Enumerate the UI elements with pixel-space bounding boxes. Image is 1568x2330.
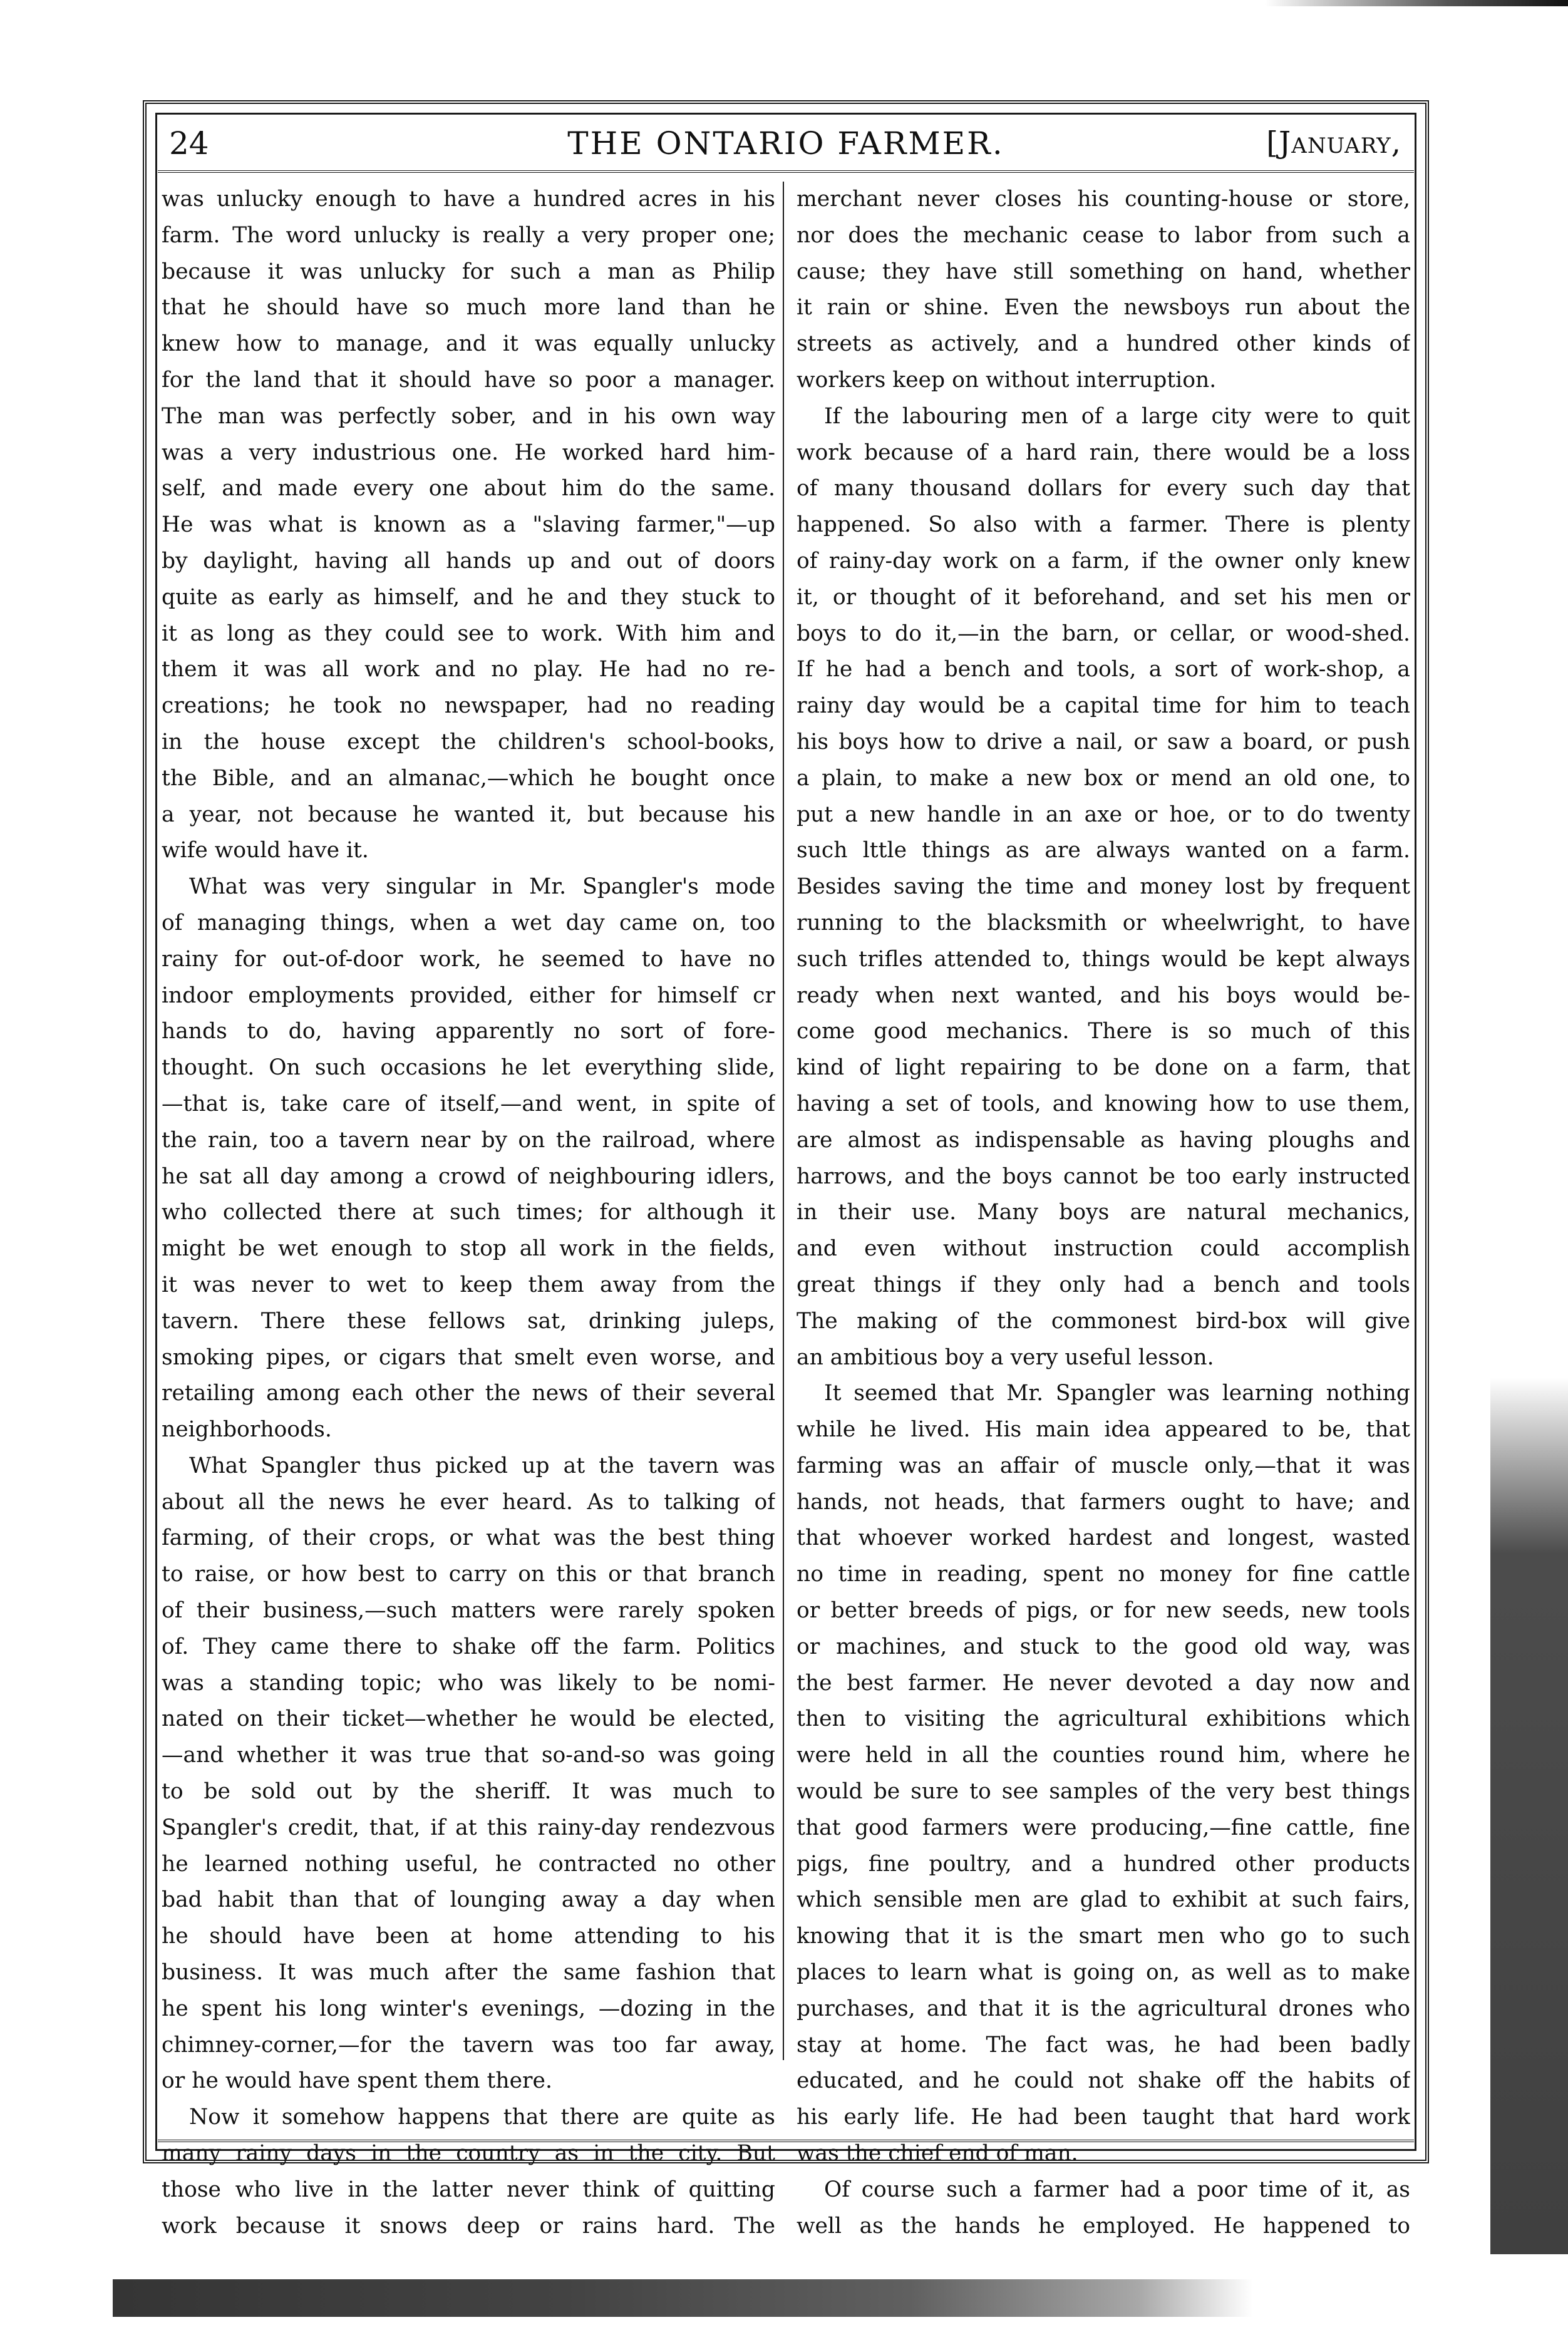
text-line: for the land that it should have so poor a manager. — [162, 367, 775, 393]
text-line: are almost as indispensable as having ploughs and — [797, 1127, 1410, 1153]
text-line: Now it somehow happens that there are quite as — [189, 2105, 775, 2130]
text-line: having a set of tools, and knowing how to use them, — [797, 1091, 1410, 1116]
column-divider — [783, 182, 784, 2060]
text-line: who collected there at such times; for although it — [162, 1200, 775, 1225]
text-line: the Bible, and an almanac,—which he bought once — [162, 765, 775, 791]
page-border — [143, 100, 1429, 2239]
text-line: or machines, and stuck to the good old way, was — [797, 1634, 1410, 1659]
text-line: smoking pipes, or cigars that smelt even worse, and — [162, 1344, 775, 1370]
text-line: nated on their ticket—whether he would be elected, — [162, 1706, 775, 1732]
text-line: he sat all day among a crowd of neighbouring idlers, — [162, 1163, 775, 1189]
text-line: those who live in the latter never think of quitting — [162, 2177, 775, 2202]
text-line: his early life. He had been taught that hard work — [797, 2105, 1410, 2130]
text-line: knowing that it is the smart men who go to such — [797, 1924, 1410, 1949]
text-line: about all the news he ever heard. As to talking of — [162, 1489, 775, 1515]
text-line: such trifles attended to, things would be kept always — [797, 946, 1410, 972]
text-line: might be wet enough to stop all work in the fields, — [162, 1236, 775, 1262]
text-line: because it was unlucky for such a man as Philip — [162, 259, 775, 284]
text-line: the rain, too a tavern near by on the railroad, where — [162, 1127, 775, 1153]
text-line: business. It was much after the same fashion that — [162, 1960, 775, 1986]
text-line: —and whether it was true that so-and-so was going — [162, 1743, 775, 1768]
text-line: If he had a bench and tools, a sort of work-shop, a — [797, 657, 1410, 683]
text-line: It seemed that Mr. Spangler was learning nothing — [824, 1381, 1410, 1406]
text-line: workers keep on without interruption. — [797, 367, 1217, 393]
text-line: neighborhoods. — [162, 1417, 332, 1443]
text-line: self, and made every one about him do the same. — [162, 476, 775, 502]
text-line: great things if they only had a bench and tools — [797, 1272, 1410, 1297]
bottom-rule — [158, 2140, 1414, 2148]
text-line: wife would have it. — [162, 838, 369, 863]
text-line: to be sold out by the sheriff. It was much to — [162, 1779, 775, 1805]
text-line: his boys how to drive a nail, or saw a board, or push — [797, 729, 1410, 755]
text-line: the best farmer. He never devoted a day now and — [797, 1670, 1410, 1696]
text-line: he learned nothing useful, he contracted no other — [162, 1851, 775, 1877]
text-line: put a new handle in an axe or hoe, or to do twenty — [797, 802, 1410, 827]
text-line: was unlucky enough to have a hundred acres in his — [162, 187, 775, 212]
text-line: work because of a hard rain, there would be a loss — [797, 440, 1410, 465]
text-line: streets as actively, and a hundred other kinds of — [797, 331, 1410, 357]
text-line: many rainy days in the country as in the city. But — [162, 2141, 775, 2167]
text-line: them it was all work and no play. He had no re- — [162, 657, 775, 683]
text-line: boys to do it,—in the barn, or cellar, or wood-shed. — [797, 621, 1410, 646]
text-line: and even without instruction could accomplish — [797, 1236, 1410, 1262]
text-line: merchant never closes his counting-house or store, — [797, 187, 1410, 212]
text-line: or he would have spent them there. — [162, 2068, 552, 2094]
text-line: it was never to wet to keep them away from the — [162, 1272, 775, 1297]
text-line: which sensible men are glad to exhibit at such fairs, — [797, 1887, 1410, 1913]
text-line: in the house except the children's school-books, — [162, 729, 775, 755]
running-header — [158, 114, 1414, 173]
text-line: he should have been at home attending to his — [162, 1924, 775, 1949]
text-line: it, or thought of it beforehand, and set his men or — [797, 584, 1410, 610]
text-line: that whoever worked hardest and longest, wasted — [797, 1525, 1410, 1551]
text-line: would be sure to see samples of the very best things — [797, 1779, 1410, 1805]
text-line: What Spangler thus picked up at the tavern was — [189, 1453, 775, 1478]
text-line: in their use. Many boys are natural mechanics, — [797, 1200, 1410, 1225]
text-line: tavern. There these fellows sat, drinking juleps, — [162, 1308, 775, 1334]
text-line: places to learn what is going on, as well as to make — [797, 1960, 1410, 1986]
text-line: while he lived. His main idea appeared to be, that — [797, 1417, 1410, 1443]
text-line: ready when next wanted, and his boys would be- — [797, 982, 1410, 1008]
text-line: it as long as they could see to work. With him and — [162, 621, 775, 646]
text-line: quite as early as himself, and he and they stuck to — [162, 584, 775, 610]
text-line: of rainy-day work on a farm, if the owner only knew — [797, 548, 1410, 574]
scan-artifact-bottom — [113, 2279, 1252, 2317]
text-line: happened. So also with a farmer. There is plenty — [797, 512, 1410, 538]
text-line: of. They came there to shake off the farm. Politics — [162, 1634, 775, 1659]
text-line: kind of light repairing to be done on a farm, that — [797, 1055, 1410, 1081]
running-title: THE ONTARIO FARMER. — [567, 125, 1004, 162]
text-line: come good mechanics. There is so much of this — [797, 1019, 1410, 1044]
text-line: a year, not because he wanted it, but because his — [162, 802, 775, 827]
text-line: was a very industrious one. He worked hard him- — [162, 440, 775, 465]
text-line: knew how to manage, and it was equally unlucky — [162, 331, 775, 357]
text-line: hands, not heads, that farmers ought to have; and — [797, 1489, 1410, 1515]
text-line: that he should have so much more land than he — [162, 295, 775, 321]
text-line: was the chief end of man. — [797, 2141, 1078, 2167]
text-line: —that is, take care of itself,—and went, in spite of — [162, 1091, 775, 1116]
text-line: thought. On such occasions he let everything slide, — [162, 1055, 775, 1081]
text-line: to raise, or how best to carry on this or that branch — [162, 1562, 775, 1587]
text-line: The making of the commonest bird-box will give — [797, 1308, 1410, 1334]
text-line: He was what is known as a "slaving farmer,"—up — [162, 512, 775, 538]
text-line: creations; he took no newspaper, had no reading — [162, 693, 775, 719]
text-line: Spangler's credit, that, if at this rainy-day rendezvous — [162, 1815, 775, 1840]
text-line: pigs, fine poultry, and a hundred other products — [797, 1851, 1410, 1877]
scan-artifact-top — [1265, 0, 1568, 6]
text-line: an ambitious boy a very useful lesson. — [797, 1344, 1214, 1370]
text-line: cause; they have still something on hand, whether — [797, 259, 1410, 284]
text-line: well as the hands he employed. He happened to — [797, 2213, 1410, 2239]
text-line: then to visiting the agricultural exhibitions which — [797, 1706, 1410, 1732]
text-line: chimney-corner,—for the tavern was too far away, — [162, 2032, 775, 2058]
page-number: 24 — [169, 125, 209, 162]
text-line: he spent his long winter's evenings, —dozing in the — [162, 1996, 775, 2021]
text-line: hands to do, having apparently no sort of fore- — [162, 1019, 775, 1044]
text-line: of many thousand dollars for every such day that — [797, 476, 1410, 502]
text-line: that good farmers were producing,—fine cattle, fine — [797, 1815, 1410, 1840]
text-line: What was very singular in Mr. Spangler's mode — [189, 874, 775, 900]
text-line: work because it snows deep or rains hard. The — [162, 2213, 775, 2239]
text-line: running to the blacksmith or wheelwright, to have — [797, 910, 1410, 936]
text-line: of managing things, when a wet day came on, too — [162, 910, 775, 936]
text-line: rainy for out-of-door work, he seemed to have no — [162, 946, 775, 972]
text-line: If the labouring men of a large city were to quit — [824, 403, 1410, 429]
scan-artifact-edge — [1490, 1378, 1568, 2254]
text-line: it rain or shine. Even the newsboys run about the — [797, 295, 1410, 321]
text-line: bad habit than that of lounging away a day when — [162, 1887, 775, 1913]
text-line: Of course such a farmer had a poor time of it, as — [824, 2177, 1410, 2202]
text-line: was a standing topic; who was likely to be nomi- — [162, 1670, 775, 1696]
text-line: a plain, to make a new box or mend an old one, to — [797, 765, 1410, 791]
text-line: or better breeds of pigs, or for new seeds, new tools — [797, 1598, 1410, 1624]
text-line: retailing among each other the news of their several — [162, 1381, 775, 1406]
issue-month: [January, — [1266, 125, 1401, 160]
text-line: farming was an affair of muscle only,—that it was — [797, 1453, 1410, 1478]
text-line: farm. The word unlucky is really a very proper one; — [162, 222, 775, 248]
text-line: harrows, and the boys cannot be too early instructed — [797, 1163, 1410, 1189]
text-line: Besides saving the time and money lost by frequent — [797, 874, 1410, 900]
text-line: stay at home. The fact was, he had been badly — [797, 2032, 1410, 2058]
text-line: were held in all the counties round him, where he — [797, 1743, 1410, 1768]
text-line: educated, and he could not shake off the habits of — [797, 2068, 1410, 2094]
text-line: no time in reading, spent no money for fine cattle — [797, 1562, 1410, 1587]
text-line: rainy day would be a capital time for him to teach — [797, 693, 1410, 719]
text-line: nor does the mechanic cease to labor from such a — [797, 222, 1410, 248]
text-line: by daylight, having all hands up and out of doors — [162, 548, 775, 574]
right-column — [797, 182, 1410, 2244]
text-line: such lttle things as are always wanted on a farm. — [797, 838, 1410, 863]
text-line: of their business,—such matters were rarely spoken — [162, 1598, 775, 1624]
left-column — [162, 182, 775, 2244]
text-line: indoor employments provided, either for himself cr — [162, 982, 775, 1008]
text-line: farming, of their crops, or what was the best thing — [162, 1525, 775, 1551]
text-line: purchases, and that it is the agricultural drones who — [797, 1996, 1410, 2021]
text-line: The man was perfectly sober, and in his own way — [162, 403, 775, 429]
